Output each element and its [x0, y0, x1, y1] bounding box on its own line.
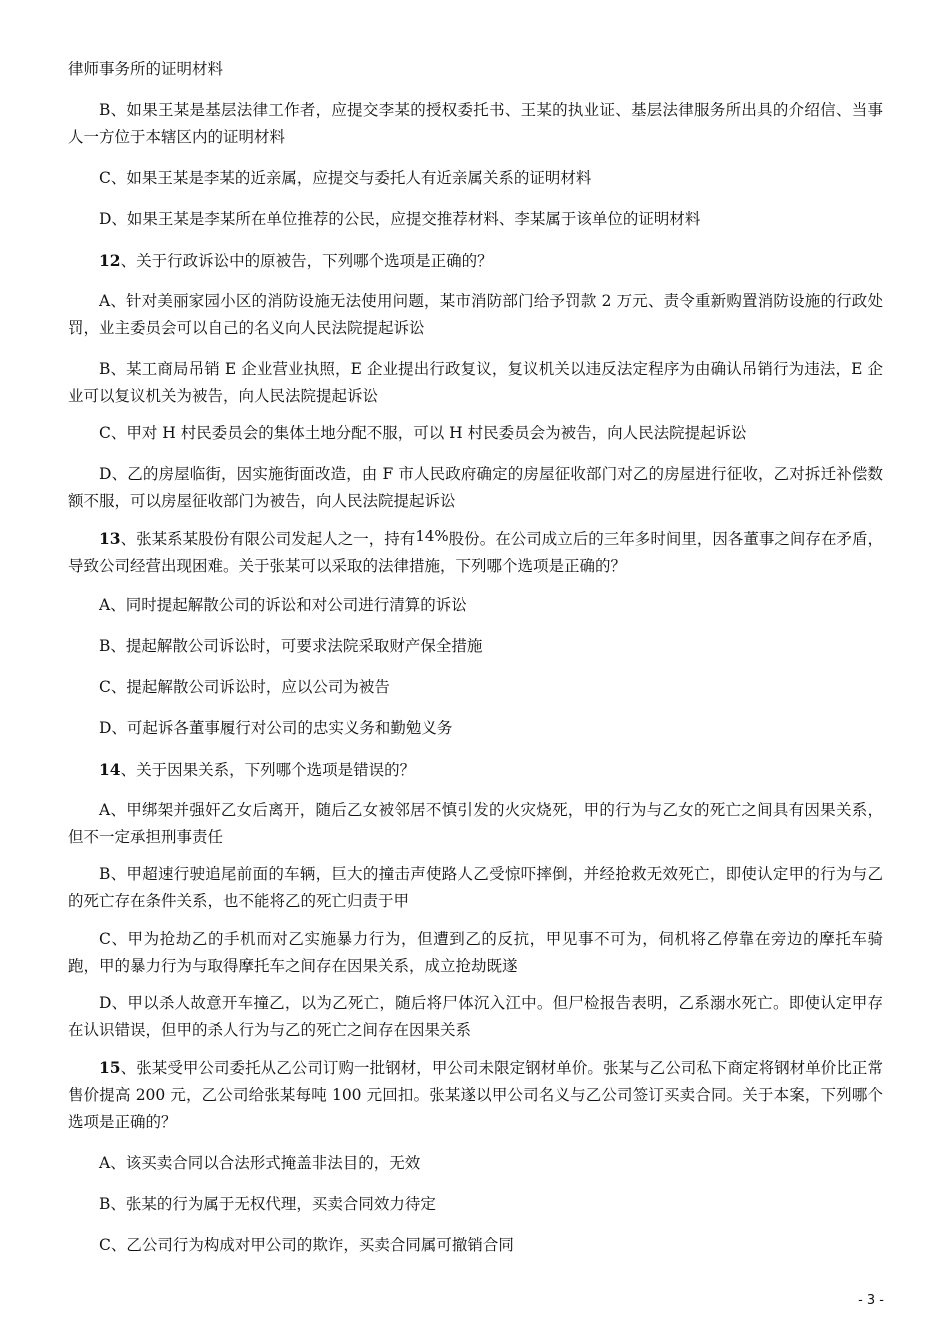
q13-option-c: C、提起解散公司诉讼时，应以公司为被告 [99, 678, 390, 696]
q13-number: 13 [99, 529, 121, 548]
continuation-text: 律师事务所的证明材料 [68, 60, 224, 78]
q14-stem [68, 756, 883, 784]
q14-option-d: D、甲以杀人故意开车撞乙，以为乙死亡，随后将尸体沉入江中。但尸检报告表明，乙系溺水死亡。即使认定甲存在认识错误，但甲的杀人行为与乙的死亡之间存在因果关系 [68, 994, 883, 1039]
q12-stem-text: 、关于行政诉讼中的原被告，下列哪个选项是正确的？ [120, 252, 493, 270]
q14-number: 14 [99, 760, 121, 779]
q13-option-b: B、提起解散公司诉讼时，可要求法院采取财产保全措施 [99, 637, 483, 655]
q13-option-a: A、同时提起解散公司的诉讼和对公司进行清算的诉讼 [99, 596, 467, 614]
q15-option-c: C、乙公司行为构成对甲公司的欺诈，买卖合同属可撤销合同 [99, 1236, 514, 1254]
q15-option-b: B、张某的行为属于无权代理，买卖合同效力待定 [99, 1195, 436, 1213]
q12-number: 12 [99, 251, 121, 270]
page-number: - 3 - [858, 1293, 884, 1308]
q11-option-d: D、如果王某是李某所在单位推荐的公民，应提交推荐材料、李某属于该单位的证明材料 [99, 210, 701, 228]
q14-stem-text: 、关于因果关系，下列哪个选项是错误的？ [120, 761, 416, 779]
q13-percentage: 14% [415, 527, 449, 545]
q15-number: 15 [99, 1058, 121, 1077]
q13-stem-text-b: 股份。在公司成立后的三年多时间里，因各董事之间存在矛盾，导致公司经营出现困难。关于张某可以采取的法律措施，下列哪个选项是正确的？ [68, 530, 883, 575]
q14-option-a: A、甲绑架并强奸乙女后离开，随后乙女被邻居不慎引发的火灾烧死，甲的行为与乙女的死亡之间具有因果关系，但不一定承担刑事责任 [68, 801, 883, 846]
q12-option-c: C、甲对 H 村民委员会的集体土地分配不服，可以 H 村民委员会为被告，向人民法院提起诉讼 [99, 424, 747, 442]
q12-option-b: B、某工商局吊销 E 企业营业执照，E 企业提出行政复议，复议机关以违反法定程序为由确认吊销行为违法，E 企业可以复议机关为被告，向人民法院提起诉讼 [68, 360, 883, 405]
q13-stem [68, 525, 883, 580]
q11-option-c: C、如果王某是李某的近亲属，应提交与委托人有近亲属关系的证明材料 [99, 169, 592, 187]
q14-option-b: B、甲超速行驶追尾前面的车辆，巨大的撞击声使路人乙受惊吓摔倒，并经抢救无效死亡，即使认定甲的行为与乙的死亡存在条件关系，也不能将乙的死亡归责于甲 [68, 865, 883, 910]
q14-option-c: C、甲为抢劫乙的手机而对乙实施暴力行为，但遭到乙的反抗，甲见事不可为，伺机将乙停靠在旁边的摩托车骑跑，甲的暴力行为与取得摩托车之间存在因果关系，成立抢劫既遂 [68, 930, 883, 975]
q13-stem-text-a: 、张某系某股份有限公司发起人之一，持有 [120, 530, 416, 548]
q15-stem [68, 1054, 883, 1136]
q12-option-a: A、针对美丽家园小区的消防设施无法使用问题，某市消防部门给予罚款 2 万元、责令重新购置消防设施的行政处罚，业主委员会可以自己的名义向人民法院提起诉讼 [68, 292, 883, 337]
q12-stem [68, 247, 883, 275]
q12-option-d: D、乙的房屋临街，因实施街面改造，由 F 市人民政府确定的房屋征收部门对乙的房屋进行征收，乙对拆迁补偿数额不服，可以房屋征收部门为被告，向人民法院提起诉讼 [68, 465, 883, 510]
q11-option-b: B、如果王某是基层法律工作者，应提交李某的授权委托书、王某的执业证、基层法律服务所出具的介绍信、当事人一方位于本辖区内的证明材料 [68, 101, 883, 146]
q15-option-a: A、该买卖合同以合法形式掩盖非法目的，无效 [99, 1154, 421, 1172]
q15-stem-text: 、张某受甲公司委托从乙公司订购一批钢材，甲公司未限定钢材单价。张某与乙公司私下商定将钢材单价比正常售价提高 200 元，乙公司给张某每吨 100 元回扣。张某遂以甲公司名义与乙公司签订买卖合同。关于本案，下列哪个选项是正确的？ [68, 1059, 883, 1131]
q13-option-d: D、可起诉各董事履行对公司的忠实义务和勤勉义务 [99, 719, 453, 737]
